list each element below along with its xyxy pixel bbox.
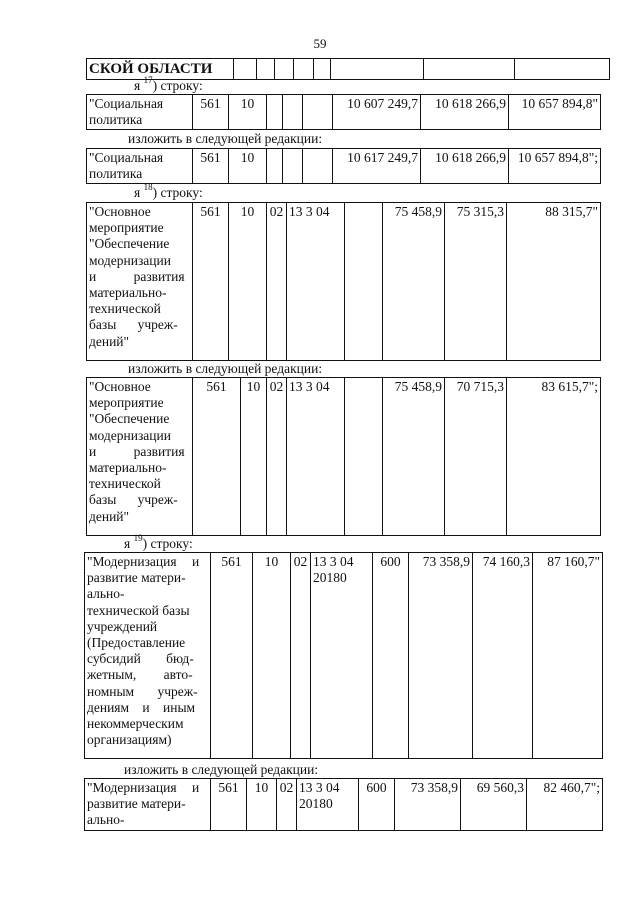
cell-year1-amount: 75 458,9 [383, 203, 445, 361]
cell-year3-amount: 87 160,7" [533, 553, 603, 759]
row-name: "Модернизация и развитие матери- ально- [85, 779, 211, 831]
old-row-19-table [84, 552, 603, 759]
old-row-17-table [86, 94, 601, 130]
cell-year1-amount: 10 617 249,7 [333, 149, 421, 184]
table-row [85, 553, 603, 759]
cell-subsection: 02 [277, 779, 297, 831]
new-row-17-table [86, 148, 601, 184]
table-row [87, 378, 601, 536]
row-name: "Основное мероприятие "Обеспечение модернизации и развития материально- технической базы учреж- дений" [87, 203, 193, 361]
cell-subsection [267, 149, 283, 184]
cell-year2-amount: 69 560,3 [461, 779, 527, 831]
ref-line-17: я $^{17}$) строку: [134, 75, 203, 93]
cell-expense-type: 600 [359, 779, 395, 831]
cell-target-article: 13 3 04 20180 [297, 779, 359, 831]
new-row-18-table [86, 377, 601, 536]
cell-section-code: 10 [229, 149, 267, 184]
cell-ministry-code: 561 [193, 203, 229, 361]
row-name: "Основное мероприятие "Обеспечение модернизации и развития материально- технической базы учреж- дений" [87, 378, 193, 536]
header-title: СКОЙ ОБЛАСТИ [87, 59, 234, 80]
cell-year1-amount: 75 458,9 [383, 378, 445, 536]
cell-section-code: 10 [241, 378, 267, 536]
cell-subsection: 02 [267, 378, 287, 536]
cell-year2-amount: 74 160,3 [473, 553, 533, 759]
cell-year3-amount: 10 657 894,8"; [509, 149, 601, 184]
cell-subsection [267, 95, 283, 130]
edit-label-19: изложить в следующей редакции: [124, 762, 319, 777]
cell-expense-type [303, 149, 333, 184]
new-row-19-table [84, 778, 603, 831]
row-name: "Социальная политика [87, 149, 193, 184]
table-row [87, 149, 601, 184]
cell-ministry-code: 561 [193, 95, 229, 130]
cell-ministry-code: 561 [193, 378, 241, 536]
cell-section-code: 10 [229, 203, 267, 361]
table-row [87, 95, 601, 130]
cell-year2-amount: 10 618 266,9 [421, 95, 509, 130]
cell-year1-amount: 73 358,9 [395, 779, 461, 831]
edit-label-17: изложить в следующей редакции: [128, 131, 323, 146]
cell-year3-amount: 88 315,7" [507, 203, 601, 361]
ref-line-19: я $^{19}$) строку: [124, 533, 193, 551]
cell-year1-amount: 10 607 249,7 [333, 95, 421, 130]
cell-expense-type [303, 95, 333, 130]
cell-target-article: 13 3 04 20180 [311, 553, 373, 759]
page-number: 59 [313, 36, 327, 51]
cell-subsection: 02 [291, 553, 311, 759]
cell-target-article: 13 3 04 [287, 378, 345, 536]
cell-ministry-code: 561 [193, 149, 229, 184]
table-row [85, 779, 603, 831]
cell-year1-amount: 73 358,9 [409, 553, 473, 759]
table-row [87, 203, 601, 361]
cell-ministry-code: 561 [211, 553, 253, 759]
cell-section-code: 10 [253, 553, 291, 759]
ref-line-18: я $^{18}$) строку: [134, 182, 203, 200]
cell-year2-amount: 70 715,3 [445, 378, 507, 536]
cell-target-article: 13 3 04 [287, 203, 345, 361]
cell-year3-amount: 82 460,7"; [527, 779, 603, 831]
cell-target-article [283, 149, 303, 184]
cell-year3-amount: 83 615,7"; [507, 378, 601, 536]
cell-year2-amount: 10 618 266,9 [421, 149, 509, 184]
cell-expense-type [345, 378, 383, 536]
cell-expense-type [345, 203, 383, 361]
edit-label-18: изложить в следующей редакции: [128, 361, 323, 376]
cell-target-article [283, 95, 303, 130]
header-table [86, 58, 610, 80]
cell-section-code: 10 [247, 779, 277, 831]
cell-expense-type: 600 [373, 553, 409, 759]
cell-year3-amount: 10 657 894,8" [509, 95, 601, 130]
cell-subsection: 02 [267, 203, 287, 361]
cell-section-code: 10 [229, 95, 267, 130]
cell-ministry-code: 561 [211, 779, 247, 831]
row-name: "Модернизация и развитие матери- ально- технической базы учреждений (Предоставление субсидий бюд- жетным, авто- номным учреж- дениям и иным некоммерческим организациям) [85, 553, 211, 759]
old-row-18-table [86, 202, 601, 361]
row-name: "Социальная политика [87, 95, 193, 130]
cell-year2-amount: 75 315,3 [445, 203, 507, 361]
